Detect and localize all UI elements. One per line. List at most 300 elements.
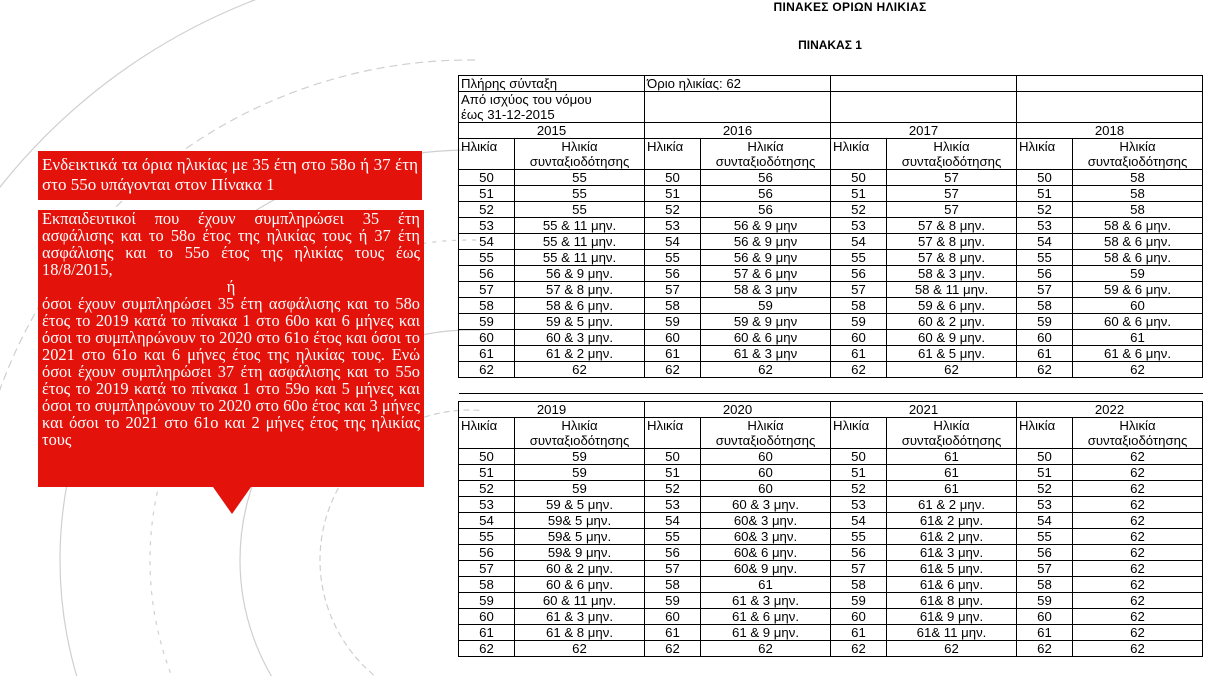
pension-age-cell: 61 & 8 μην. [515, 625, 645, 641]
col-pension-line2: συνταξιοδότησης [901, 433, 1002, 448]
pension-age-cell: 60 [701, 449, 831, 465]
col-pension-line1: Ηλικία [561, 418, 598, 433]
pension-age-cell: 60 & 11 μην. [515, 593, 645, 609]
table-row [459, 593, 1203, 609]
pension-age-cell: 61& 6 μην. [887, 577, 1017, 593]
age-cell: 60 [645, 330, 701, 346]
pension-age-cell: 56 & 9 μην [701, 234, 831, 250]
pension-age-cell: 61 & 3 μην. [515, 609, 645, 625]
pension-age-cell: 59 & 6 μην. [887, 298, 1017, 314]
age-cell: 61 [831, 625, 887, 641]
age-cell: 53 [459, 497, 515, 513]
age-cell: 53 [645, 497, 701, 513]
age-cell: 52 [1017, 202, 1073, 218]
pension-age-cell: 60 [1073, 298, 1203, 314]
details-paragraph-2: όσοι έχουν συμπληρώσει 35 έτη ασφάλισης και το 58ο έτος το 2019 κατά το πίνακα 1 στο 60ο και 6 μήνες και όσοι το συμπληρώνουν το 2020 στο 61ο έτος και όσοι το 2021 στο 61ο και 6 μήνες έτος της ηλικίας τους. Ενώ όσοι έχουν συμπληρώσει 37 έτη ασφάλισης και το 55ο έτος το 2019 κατά το πίνακα 1 στο 59ο και 5 μήνες και όσοι το συμπληρώνουν το 2020 στο 60ο έτος και 3 μήνες και όσοι το 2021 στο 61ο και 2 μήνες έτος της ηλικίας τους [42, 294, 420, 449]
age-cell: 52 [645, 481, 701, 497]
col-age-header: Ηλικία [459, 139, 515, 170]
age-cell: 61 [1017, 346, 1073, 362]
table-row [459, 625, 1203, 641]
age-cell: 58 [645, 298, 701, 314]
age-cell: 60 [831, 330, 887, 346]
age-cell: 58 [459, 577, 515, 593]
age-cell: 60 [1017, 330, 1073, 346]
age-cell: 55 [459, 250, 515, 266]
spacer-row [459, 378, 1203, 394]
details-paragraph-1: Εκπαιδευτικοί που έχουν συμπληρώσει 35 έτη ασφάλισης και το 58ο έτος της ηλικίας τους ή 37 έτη ασφάλισης και το 55ο έτος της ηλικίας τους έως 18/8/2015, [42, 209, 420, 279]
col-pension-line1: Ηλικία [933, 139, 970, 154]
age-cell: 60 [645, 609, 701, 625]
age-cell: 55 [1017, 250, 1073, 266]
page-title: ΠΙΝΑΚΕΣ ΟΡΙΩΝ ΗΛΙΚΙΑΣ [773, 0, 927, 14]
age-cell: 53 [831, 218, 887, 234]
pension-age-cell: 61 [1073, 330, 1203, 346]
pension-age-cell: 60& 9 μην. [701, 561, 831, 577]
col-pension-line1: Ηλικία [747, 139, 784, 154]
col-age-header: Ηλικία [645, 418, 701, 449]
pension-age-cell: 61 & 2 μην. [887, 497, 1017, 513]
info-row-1 [459, 76, 1203, 92]
age-cell: 56 [1017, 266, 1073, 282]
pension-age-cell: 60 & 3 μην. [515, 330, 645, 346]
age-cell: 58 [831, 577, 887, 593]
pension-age-cell: 62 [1073, 449, 1203, 465]
pension-age-cell: 62 [515, 641, 645, 657]
col-pension-line2: συνταξιοδότησης [1087, 154, 1188, 169]
age-cell: 58 [645, 577, 701, 593]
age-cell: 51 [645, 465, 701, 481]
pension-age-cell: 62 [1073, 641, 1203, 657]
age-cell: 58 [459, 298, 515, 314]
age-cell: 52 [1017, 481, 1073, 497]
col-pension-line1: Ηλικία [933, 418, 970, 433]
age-cell: 55 [831, 529, 887, 545]
age-cell: 60 [831, 609, 887, 625]
pension-age-cell: 59& 9 μην. [515, 545, 645, 561]
age-cell: 61 [645, 346, 701, 362]
age-cell: 51 [1017, 465, 1073, 481]
pension-age-cell: 62 [1073, 593, 1203, 609]
age-cell: 58 [831, 298, 887, 314]
col-pension-header [1073, 139, 1203, 170]
pension-age-cell: 62 [887, 641, 1017, 657]
pension-age-cell: 57 & 6 μην [701, 266, 831, 282]
info-row-2 [459, 92, 1203, 123]
col-age-header: Ηλικία [831, 418, 887, 449]
age-cell: 52 [831, 202, 887, 218]
pension-age-cell: 59 [515, 449, 645, 465]
empty-cell [645, 92, 831, 123]
empty-cell [1017, 92, 1203, 123]
pension-age-cell: 60 & 3 μην. [701, 497, 831, 513]
col-pension-line1: Ηλικία [747, 418, 784, 433]
table-row [459, 346, 1203, 362]
pension-age-cell: 59 [701, 298, 831, 314]
age-cell: 57 [459, 561, 515, 577]
age-cell: 54 [831, 513, 887, 529]
age-cell: 54 [1017, 513, 1073, 529]
age-cell: 52 [459, 202, 515, 218]
table-row [459, 314, 1203, 330]
age-cell: 53 [1017, 497, 1073, 513]
col-pension-line2: συνταξιοδότησης [529, 433, 630, 448]
age-cell: 62 [459, 641, 515, 657]
col-pension-line2: συνταξιοδότησης [529, 154, 630, 169]
age-cell: 62 [645, 362, 701, 378]
col-age-header: Ηλικία [459, 418, 515, 449]
col-pension-line1: Ηλικία [1119, 139, 1156, 154]
pension-age-cell: 62 [1073, 465, 1203, 481]
year-header: 2022 [1017, 402, 1203, 418]
col-pension-header [887, 418, 1017, 449]
table-row [459, 465, 1203, 481]
pension-age-cell: 56 & 9 μην [701, 250, 831, 266]
year-header-row [459, 402, 1203, 418]
pension-age-cell: 57 & 8 μην. [887, 234, 1017, 250]
age-cell: 54 [645, 234, 701, 250]
col-age-header: Ηλικία [1017, 139, 1073, 170]
col-pension-line2: συνταξιοδότησης [901, 154, 1002, 169]
pension-age-cell: 57 & 8 μην. [887, 250, 1017, 266]
full-pension-label: Πλήρης σύνταξη [459, 76, 645, 92]
age-cell: 50 [1017, 170, 1073, 186]
pension-age-cell: 62 [515, 362, 645, 378]
pension-age-cell: 55 & 11 μην. [515, 250, 645, 266]
table-row [459, 234, 1203, 250]
pension-age-cell: 62 [1073, 625, 1203, 641]
pension-age-cell: 58 & 6 μην. [1073, 250, 1203, 266]
year-header: 2021 [831, 402, 1017, 418]
pension-age-cell: 57 [887, 202, 1017, 218]
pension-age-cell: 62 [701, 362, 831, 378]
pension-age-cell: 59 [1073, 266, 1203, 282]
age-cell: 55 [645, 529, 701, 545]
table-row [459, 330, 1203, 346]
col-age-header: Ηλικία [1017, 418, 1073, 449]
year-header: 2018 [1017, 123, 1203, 139]
age-cell: 52 [459, 481, 515, 497]
pension-age-cell: 59& 5 μην. [515, 529, 645, 545]
pension-age-cell: 56 [701, 170, 831, 186]
age-cell: 54 [1017, 234, 1073, 250]
pension-age-cell: 61 & 2 μην. [515, 346, 645, 362]
table-row [459, 250, 1203, 266]
age-cell: 59 [645, 593, 701, 609]
pension-age-cell: 62 [1073, 529, 1203, 545]
age-cell: 60 [1017, 609, 1073, 625]
pension-age-cell: 58 & 3 μην. [887, 266, 1017, 282]
age-cell: 51 [459, 465, 515, 481]
pension-age-cell: 61 [887, 449, 1017, 465]
pension-age-cell: 56 [701, 202, 831, 218]
table-row [459, 362, 1203, 378]
table-row [459, 481, 1203, 497]
pension-age-cell: 61 & 3 μην. [701, 593, 831, 609]
age-cell: 62 [831, 362, 887, 378]
table-row [459, 561, 1203, 577]
age-cell: 59 [459, 593, 515, 609]
col-pension-line1: Ηλικία [561, 139, 598, 154]
age-cell: 59 [645, 314, 701, 330]
note-box-summary: Ενδεικτικά τα όρια ηλικίας με 35 έτη στο 58ο ή 37 έτη στο 55ο υπάγονται στον Πίνακα 1 [38, 151, 422, 200]
pension-age-cell: 57 & 8 μην. [887, 218, 1017, 234]
age-cell: 59 [1017, 593, 1073, 609]
table-row [459, 641, 1203, 657]
age-cell: 51 [1017, 186, 1073, 202]
note-box-details [38, 210, 424, 487]
age-cell: 57 [831, 561, 887, 577]
pension-age-cell: 60& 6 μην. [701, 545, 831, 561]
age-cell: 59 [459, 314, 515, 330]
callout-pointer [213, 487, 251, 514]
age-cell: 56 [831, 266, 887, 282]
age-cell: 60 [459, 330, 515, 346]
pension-age-cell: 61& 2 μην. [887, 529, 1017, 545]
age-cell: 50 [831, 449, 887, 465]
pension-age-cell: 60& 3 μην. [701, 529, 831, 545]
table-row [459, 577, 1203, 593]
pension-age-cell: 61& 3 μην. [887, 545, 1017, 561]
age-cell: 56 [459, 266, 515, 282]
table-row [459, 513, 1203, 529]
pension-age-cell: 62 [1073, 561, 1203, 577]
table-row [459, 609, 1203, 625]
table-row [459, 529, 1203, 545]
pension-age-cell: 61 & 6 μην. [1073, 346, 1203, 362]
pension-age-cell: 61 & 6 μην. [701, 609, 831, 625]
age-cell: 50 [459, 449, 515, 465]
year-header: 2020 [645, 402, 831, 418]
table-row [459, 298, 1203, 314]
age-cell: 53 [831, 497, 887, 513]
pension-age-cell: 59 & 5 μην. [515, 314, 645, 330]
pension-age-cell: 61& 5 μην. [887, 561, 1017, 577]
col-pension-header [701, 139, 831, 170]
pension-age-cell: 55 [515, 186, 645, 202]
age-cell: 57 [645, 561, 701, 577]
pension-age-cell: 59 & 6 μην. [1073, 282, 1203, 298]
table-row [459, 449, 1203, 465]
pension-age-cell: 60 & 2 μην. [515, 561, 645, 577]
pension-age-cell: 61& 11 μην. [887, 625, 1017, 641]
pension-age-cell: 60 & 9 μην. [887, 330, 1017, 346]
age-cell: 60 [459, 609, 515, 625]
age-cell: 54 [831, 234, 887, 250]
age-cell: 61 [1017, 625, 1073, 641]
pension-age-cell: 61 [887, 481, 1017, 497]
age-cell: 53 [1017, 218, 1073, 234]
table-title: ΠΙΝΑΚΑΣ 1 [798, 38, 862, 52]
age-cell: 52 [831, 481, 887, 497]
age-cell: 55 [459, 529, 515, 545]
pension-age-cell: 61 & 3 μην [701, 346, 831, 362]
age-cell: 55 [831, 250, 887, 266]
age-limits-table-2015-2018 [458, 75, 1203, 394]
pension-age-cell: 62 [1073, 545, 1203, 561]
age-cell: 62 [1017, 362, 1073, 378]
age-cell: 55 [645, 250, 701, 266]
pension-age-cell: 57 & 8 μην. [515, 282, 645, 298]
pension-age-cell: 60 & 6 μην. [1073, 314, 1203, 330]
age-cell: 51 [645, 186, 701, 202]
col-pension-header [1073, 418, 1203, 449]
age-cell: 50 [645, 170, 701, 186]
pension-age-cell: 58 [1073, 202, 1203, 218]
age-cell: 54 [645, 513, 701, 529]
pension-age-cell: 59 & 9 μην [701, 314, 831, 330]
column-header-row [459, 139, 1203, 170]
column-header-row [459, 418, 1203, 449]
pension-age-cell: 57 [887, 186, 1017, 202]
pension-age-cell: 59& 5 μην. [515, 513, 645, 529]
validity-period [459, 92, 645, 123]
age-cell: 58 [1017, 298, 1073, 314]
age-cell: 56 [645, 266, 701, 282]
pension-age-cell: 55 [515, 202, 645, 218]
age-cell: 55 [1017, 529, 1073, 545]
age-cell: 61 [831, 346, 887, 362]
year-header: 2016 [645, 123, 831, 139]
age-cell: 57 [1017, 282, 1073, 298]
table-row [459, 202, 1203, 218]
table-row [459, 218, 1203, 234]
pension-age-cell: 62 [1073, 513, 1203, 529]
age-cell: 56 [645, 545, 701, 561]
pension-age-cell: 56 & 9 μην. [515, 266, 645, 282]
age-cell: 59 [1017, 314, 1073, 330]
age-cell: 57 [459, 282, 515, 298]
age-cell: 53 [645, 218, 701, 234]
age-cell: 51 [459, 186, 515, 202]
age-limit-label: Όριο ηλικίας: 62 [645, 76, 831, 92]
col-pension-line2: συνταξιοδότησης [1087, 433, 1188, 448]
pension-age-cell: 60 [701, 481, 831, 497]
pension-age-cell: 59 [515, 465, 645, 481]
age-cell: 59 [831, 593, 887, 609]
col-pension-header [515, 139, 645, 170]
pension-age-cell: 61 & 9 μην. [701, 625, 831, 641]
pension-age-cell: 61& 2 μην. [887, 513, 1017, 529]
pension-age-cell: 59 [515, 481, 645, 497]
col-pension-line2: συνταξιοδότησης [715, 154, 816, 169]
pension-age-cell: 56 & 9 μην [701, 218, 831, 234]
age-cell: 52 [645, 202, 701, 218]
table-row [459, 186, 1203, 202]
validity-line-2: έως 31-12-2015 [461, 107, 555, 122]
age-cell: 51 [831, 465, 887, 481]
age-limits-table-2019-2022 [458, 401, 1203, 657]
pension-age-cell: 60 & 6 μην. [515, 577, 645, 593]
pension-age-cell: 58 [1073, 170, 1203, 186]
col-pension-line2: συνταξιοδότησης [715, 433, 816, 448]
pension-age-cell: 61& 8 μην. [887, 593, 1017, 609]
table-row [459, 545, 1203, 561]
empty-cell [831, 92, 1017, 123]
pension-age-cell: 62 [1073, 609, 1203, 625]
pension-age-cell: 61 [701, 577, 831, 593]
pension-age-cell: 60 & 6 μην [701, 330, 831, 346]
year-header: 2019 [459, 402, 645, 418]
pension-age-cell: 58 & 11 μην. [887, 282, 1017, 298]
age-cell: 58 [1017, 577, 1073, 593]
age-cell: 50 [831, 170, 887, 186]
age-cell: 56 [831, 545, 887, 561]
empty-cell [1017, 76, 1203, 92]
col-age-header: Ηλικία [831, 139, 887, 170]
age-cell: 53 [459, 218, 515, 234]
age-cell: 50 [459, 170, 515, 186]
year-header: 2017 [831, 123, 1017, 139]
pension-age-cell: 61 & 5 μην. [887, 346, 1017, 362]
pension-age-cell: 55 & 11 μην. [515, 218, 645, 234]
pension-age-cell: 58 & 6 μην. [1073, 218, 1203, 234]
age-cell: 61 [459, 346, 515, 362]
age-cell: 51 [831, 186, 887, 202]
age-cell: 62 [645, 641, 701, 657]
table-row [459, 170, 1203, 186]
pension-age-cell: 58 [1073, 186, 1203, 202]
pension-age-cell: 62 [701, 641, 831, 657]
details-or: ή [226, 277, 236, 296]
age-cell: 54 [459, 513, 515, 529]
pension-age-cell: 62 [1073, 577, 1203, 593]
age-cell: 50 [1017, 449, 1073, 465]
age-cell: 54 [459, 234, 515, 250]
table-row [459, 497, 1203, 513]
pension-age-cell: 60& 3 μην. [701, 513, 831, 529]
table-row [459, 282, 1203, 298]
age-cell: 56 [1017, 545, 1073, 561]
pension-age-cell: 61 [887, 465, 1017, 481]
age-cell: 57 [1017, 561, 1073, 577]
age-cell: 59 [831, 314, 887, 330]
pension-age-cell: 55 & 11 μην. [515, 234, 645, 250]
spacer-cell [459, 378, 1203, 394]
pension-age-cell: 62 [1073, 362, 1203, 378]
validity-line-1: Από ισχύος του νόμου [461, 92, 592, 107]
age-cell: 62 [459, 362, 515, 378]
pension-age-cell: 60 & 2 μην. [887, 314, 1017, 330]
age-cell: 62 [831, 641, 887, 657]
pension-age-cell: 58 & 6 μην. [1073, 234, 1203, 250]
pension-age-cell: 58 & 3 μην [701, 282, 831, 298]
age-cell: 50 [645, 449, 701, 465]
table-row [459, 266, 1203, 282]
pension-age-cell: 62 [887, 362, 1017, 378]
age-cell: 61 [645, 625, 701, 641]
age-cell: 57 [831, 282, 887, 298]
age-cell: 56 [459, 545, 515, 561]
pension-age-cell: 58 & 6 μην. [515, 298, 645, 314]
col-pension-header [515, 418, 645, 449]
age-cell: 62 [1017, 641, 1073, 657]
pension-age-cell: 56 [701, 186, 831, 202]
age-cell: 57 [645, 282, 701, 298]
col-pension-header [701, 418, 831, 449]
pension-age-cell: 62 [1073, 497, 1203, 513]
empty-cell [831, 76, 1017, 92]
pension-age-cell: 61& 9 μην. [887, 609, 1017, 625]
age-cell: 61 [459, 625, 515, 641]
pension-age-cell: 57 [887, 170, 1017, 186]
pension-age-cell: 55 [515, 170, 645, 186]
col-pension-line1: Ηλικία [1119, 418, 1156, 433]
pension-age-cell: 60 [701, 465, 831, 481]
col-age-header: Ηλικία [645, 139, 701, 170]
pension-age-cell: 62 [1073, 481, 1203, 497]
col-pension-header [887, 139, 1017, 170]
year-header-row [459, 123, 1203, 139]
